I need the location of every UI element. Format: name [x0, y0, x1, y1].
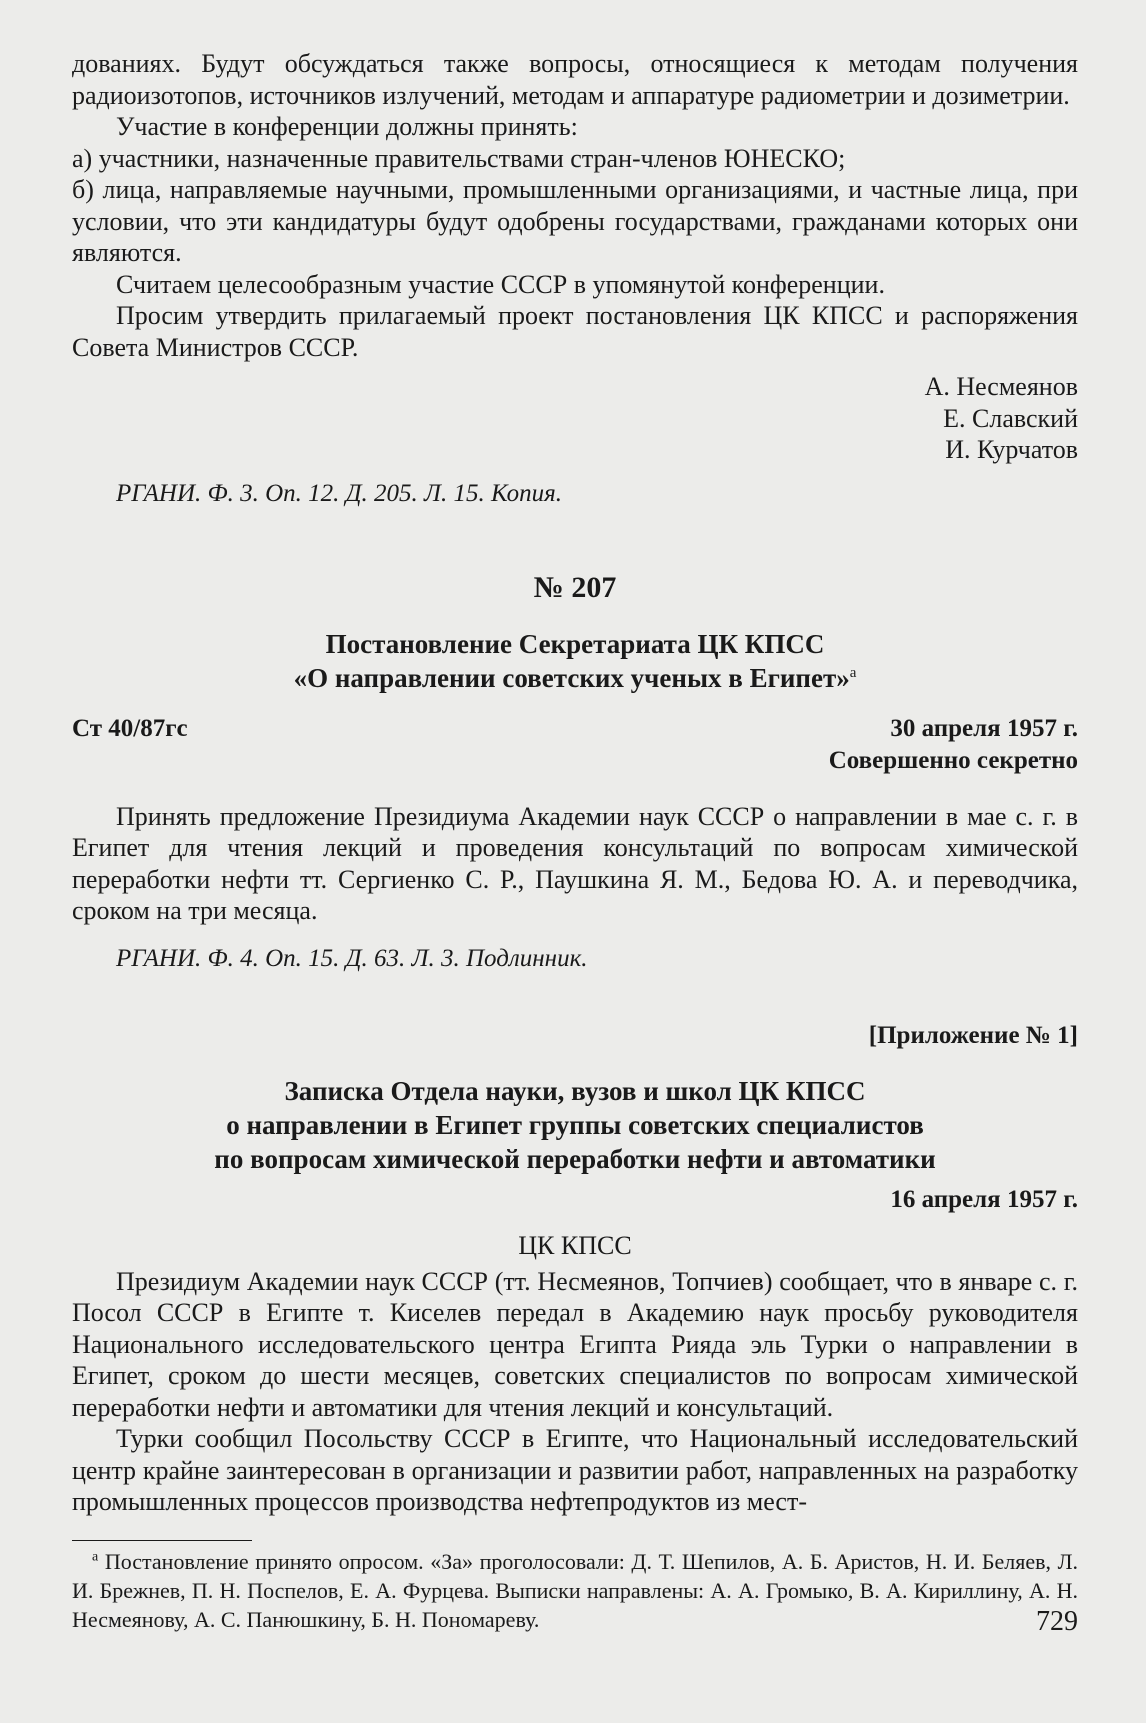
- appendix-paragraph-1: Президиум Академии наук СССР (тт. Несмеянов, Топчиев) сообщает, что в январе с. г. Посол СССР в Египте т. Киселев передал в Академию наук просьбу руководителя Национального исследовательского центра Египта Рияда эль Турки о направлении в Египет, сроком до шести месяцев, советских специалистов по вопросам химической переработки нефти и автоматики для чтения лекций и консультаций.: [72, 1266, 1078, 1422]
- document-date: 30 апреля 1957 г.: [890, 714, 1078, 742]
- document-title-line-2-text: «О направлении советских ученых в Египет»: [293, 662, 850, 693]
- document-number: № 207: [533, 570, 617, 604]
- request-paragraph: Просим утвердить прилагаемый проект постановления ЦК КПСС и распоряжения Совета Министров СССР.: [72, 301, 1078, 362]
- appendix-label: [Приложение № 1]: [868, 1021, 1078, 1049]
- addressee: ЦК КПСС: [518, 1230, 632, 1260]
- footnote-divider: [72, 1540, 252, 1541]
- appendix-title-line-2: о направлении в Египет группы советских специалистов: [226, 1109, 924, 1140]
- document-title-line-2: [72, 661, 1078, 695]
- document-title: [72, 627, 1078, 695]
- classification-label: Совершенно секретно: [828, 746, 1078, 774]
- resolution-paragraph: Принять предложение Президиума Академии наук СССР о направлении в мае с. г. в Египет для чтения лекций и проведения консультаций по вопросам химической переработки нефти тт. Сергиенко С. Р., Паушкина Я. М., Бедова Ю. А. и переводчика, сроком на три месяца.: [72, 801, 1078, 925]
- intro-paragraph: дованиях. Будут обсуждаться также вопросы, относящиеся к методам получения радиоизотопов, источников излучений, методам и аппаратуре радиометрии и дозиметрии.: [72, 49, 1078, 110]
- page-content: [72, 48, 1078, 1634]
- archive-source-1: РГАНИ. Ф. 3. Оп. 12. Д. 205. Л. 15. Копия.: [116, 479, 563, 507]
- appendix-title-line-1: Записка Отдела науки, вузов и школ ЦК КПСС: [284, 1075, 866, 1106]
- appendix-title-line-3: по вопросам химической переработки нефти и автоматики: [214, 1143, 936, 1174]
- participation-item-a: а) участники, назначенные правительствами стран-членов ЮНЕСКО;: [72, 143, 846, 173]
- page-number: 729: [1036, 1606, 1078, 1637]
- appendix-date: 16 апреля 1957 г.: [890, 1185, 1078, 1213]
- document-title-line-1: Постановление Секретариата ЦК КПСС: [325, 628, 825, 659]
- appendix-title: [72, 1074, 1078, 1176]
- document-meta-row: [72, 713, 1078, 745]
- participation-heading: Участие в конференции должны принять:: [116, 112, 578, 141]
- signature-nesmeyanov: А. Несмеянов: [924, 372, 1078, 401]
- appendix-paragraph-2: Турки сообщил Посольству СССР в Египте, что Национальный исследовательский центр крайне заинтересован в организации и развитии работ, направленных на разработку промышленных процессов производства нефтепродуктов из мест-: [72, 1424, 1078, 1516]
- signature-kurchatov: И. Курчатов: [945, 435, 1078, 464]
- footnote-marker: а: [849, 664, 857, 681]
- footnote: [72, 1547, 1078, 1634]
- useful-paragraph: Считаем целесообразным участие СССР в упомянутой конференции.: [116, 269, 885, 299]
- signature-slavsky: Е. Славский: [943, 403, 1078, 433]
- archive-source-2: РГАНИ. Ф. 4. Оп. 15. Д. 63. Л. 3. Подлинник.: [116, 944, 588, 972]
- footnote-marker-bottom: а: [92, 1549, 99, 1565]
- signature-block: [72, 371, 1078, 466]
- participation-item-b: б) лица, направляемые научными, промышленными организациями, и частные лица, при условии, что эти кандидатуры будут одобрены государствами, гражданами которых они являются.: [72, 175, 1078, 267]
- footnote-text: Постановление принято опросом. «За» проголосовали: Д. Т. Шепилов, А. Б. Аристов, Н. И. Беляев, Л. И. Брежнев, П. Н. Поспелов, Е. А. Фурцева. Выписки направлены: А. А. Громыко, В. А. Кириллину, А. Н. Несмеянову, А. С. Панюшкину, Б. Н. Пономареву.: [72, 1548, 1078, 1632]
- registration-number: Ст 40/87гс: [72, 714, 188, 742]
